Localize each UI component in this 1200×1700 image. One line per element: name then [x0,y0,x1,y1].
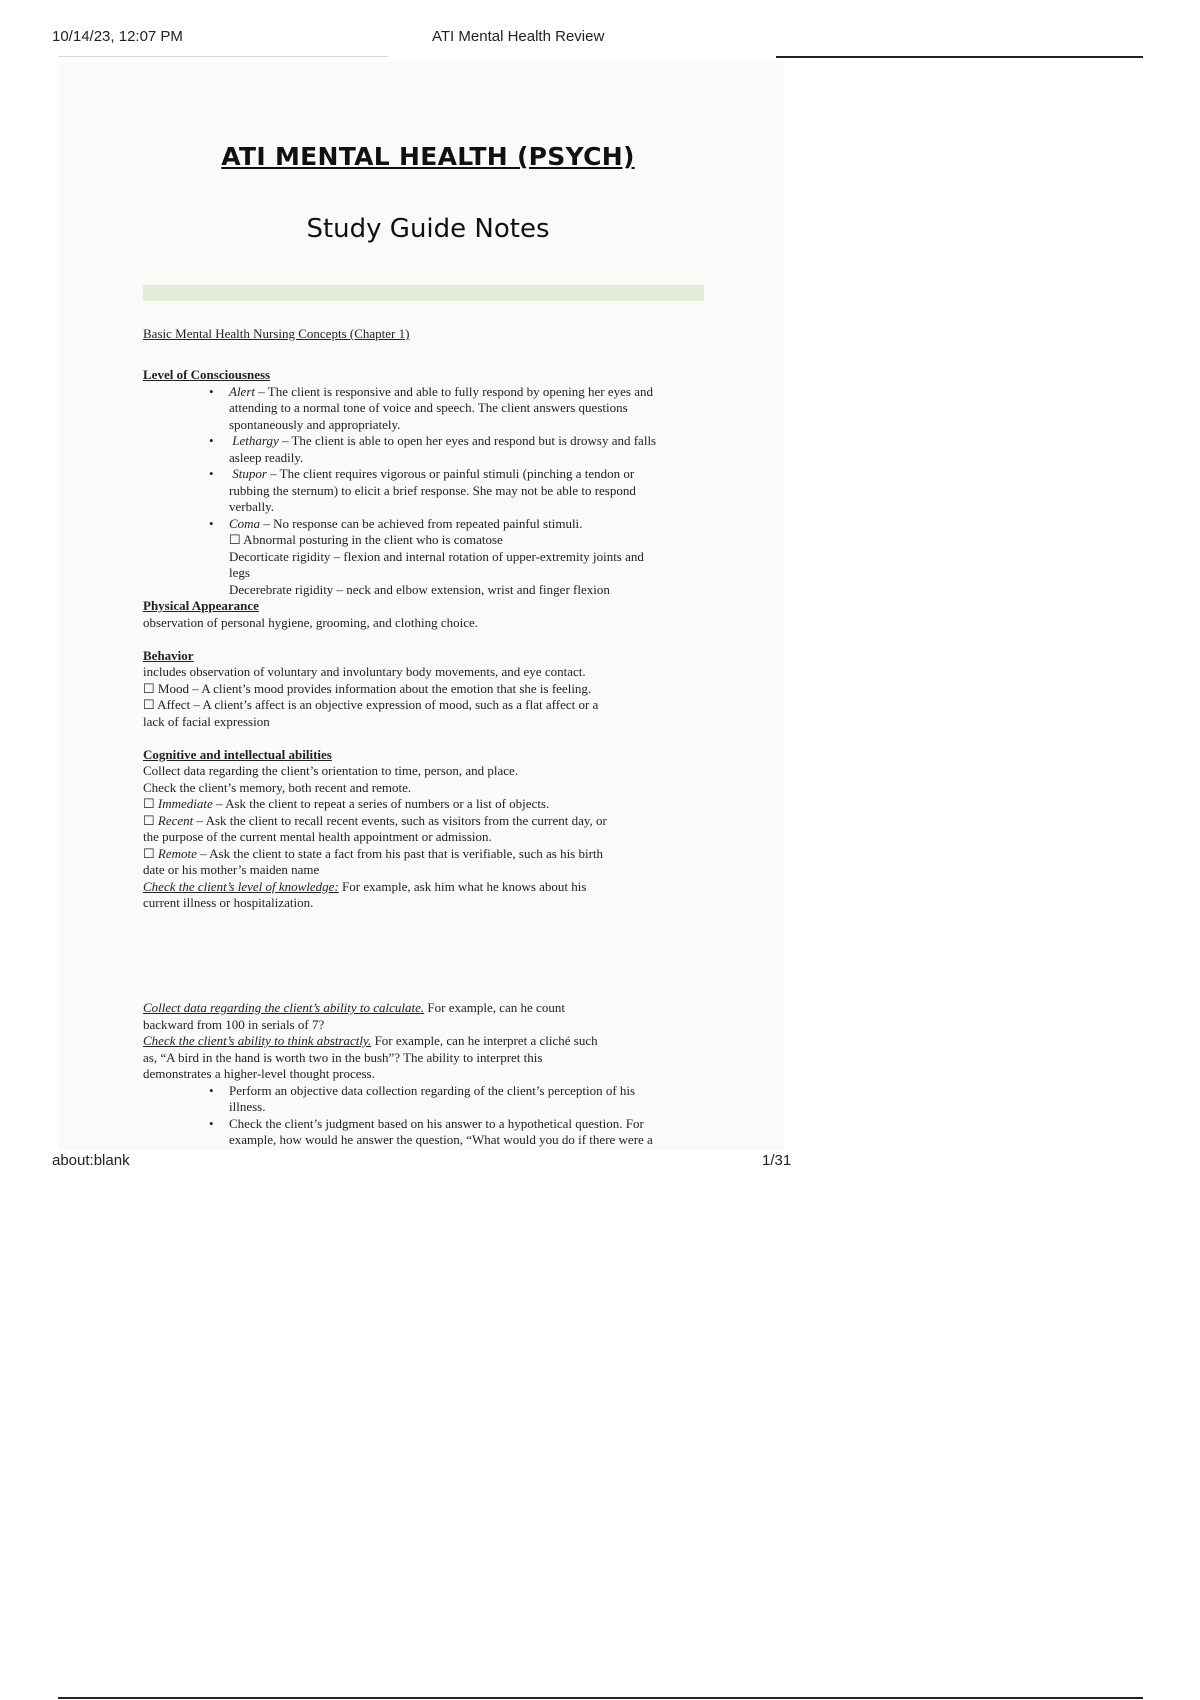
print-footer [52,1152,792,1176]
print-page-title: ATI Mental Health Review [432,28,605,45]
chapter-heading: Basic Mental Health Nursing Concepts (Chapter 1) [143,326,410,341]
document-page [58,62,784,1150]
print-url: about:blank [52,1152,130,1169]
cognitive-continued: Collect data regarding the client’s ability to calculate. For example, can he count backward from 100 in serials of 7? Check the client’s ability to think abstractly. For example, can he interpret a cliché such as, “A bird in the hand is worth two in the bush”? The ability to interpret this demonstrates a higher-level thought process. • Perform an objective data collection regarding of the client’s perception of his illness. • Check the client’s judgment based on his answer to a hypothetical question. For example, how would he answer the question, “What would you do if there were a [143,1000,708,1148]
cognitive-list [143,1083,708,1149]
list-item: • Check the client’s judgment based on his answer to a hypothetical question. For example, how would he answer the question, “What would you do if there were a [229,1116,708,1149]
header-rule-right [776,56,1143,58]
print-datetime: 10/14/23, 12:07 PM [52,28,183,45]
footer-rule [58,1697,1143,1699]
page-number: 1/31 [762,1152,792,1169]
print-header [52,26,1142,56]
list-item: • Coma – No response can be achieved from repeated painful stimuli. [229,516,708,533]
loc-list [143,384,708,533]
document-title: ATI MENTAL HEALTH (PSYCH) [221,142,635,171]
document-subtitle: Study Guide Notes [306,214,550,244]
list-item: • Lethargy – The client is able to open her eyes and respond but is drowsy and falls asleep readily. [229,433,708,466]
list-item: • Alert – The client is responsive and able to fully respond by opening her eyes and attending to a normal tone of voice and speech. The client answers questions spontaneously and appropriately. [229,384,708,434]
list-item: • Perform an objective data collection regarding of the client’s perception of his illness. [229,1083,708,1116]
loc-heading: Level of Consciousness [143,367,271,382]
physical-heading: Physical Appearance [143,598,259,613]
header-rule-left [58,56,388,57]
decorative-green-bar [143,285,704,301]
loc-section: Level of Consciousness • Alert – The client is responsive and able to fully respond by opening her eyes and attending to a normal tone of voice and speech. The client answers questions spontaneously and appropriately. • Lethargy – The client is able to open her eyes and respond but is drowsy and falls asleep readily. • Stupor – The client requires vigorous or painful stimuli (pinching a tendon or rubbing the sternum) to elicit a brief response. She may not be able to respond verbally. • Coma – No response can be achieved from repeated painful stimuli. ☐ Abnormal posturing in the client who is comatose Decorticate rigidity – flexion and internal rotation of upper-extremity joints and legs Decerebrate rigidity – neck and elbow extension, wrist and finger flexion Physical Appearance observation of personal hygiene, grooming, and clothing choice. Behavior includes observation of voluntary and involuntary body movements, and eye contact. ☐ Mood – A client’s mood provides information about the emotion that she is feeling. ☐ Affect – A client’s affect is an objective expression of mood, such as a flat affect or a lack of facial expression Cognitive and intellectual abilities Collect data regarding the client’s orientation to time, person, and place. Check the client’s memory, both recent and remote. ☐ Immediate – Ask the client to repeat a series of numbers or a list of objects. ☐ Recent – Ask the client to recall recent events, such as visitors from the current day, or the purpose of the current mental health appointment or admission. ☐ Remote – Ask the client to state a fact from his past that is verifiable, such as his birth date or his mother’s maiden name Check the client’s level of knowledge: For example, ask him what he knows about his current illness or hospitalization. [143,367,708,912]
behavior-heading: Behavior [143,647,194,663]
cognitive-heading: Cognitive and intellectual abilities [143,746,332,762]
posturing-note: ☐ Abnormal posturing in the client who is comatose [229,532,503,547]
list-item: • Stupor – The client requires vigorous or painful stimuli (pinching a tendon or rubbing the sternum) to elicit a brief response. She may not be able to respond verbally. [229,466,708,516]
